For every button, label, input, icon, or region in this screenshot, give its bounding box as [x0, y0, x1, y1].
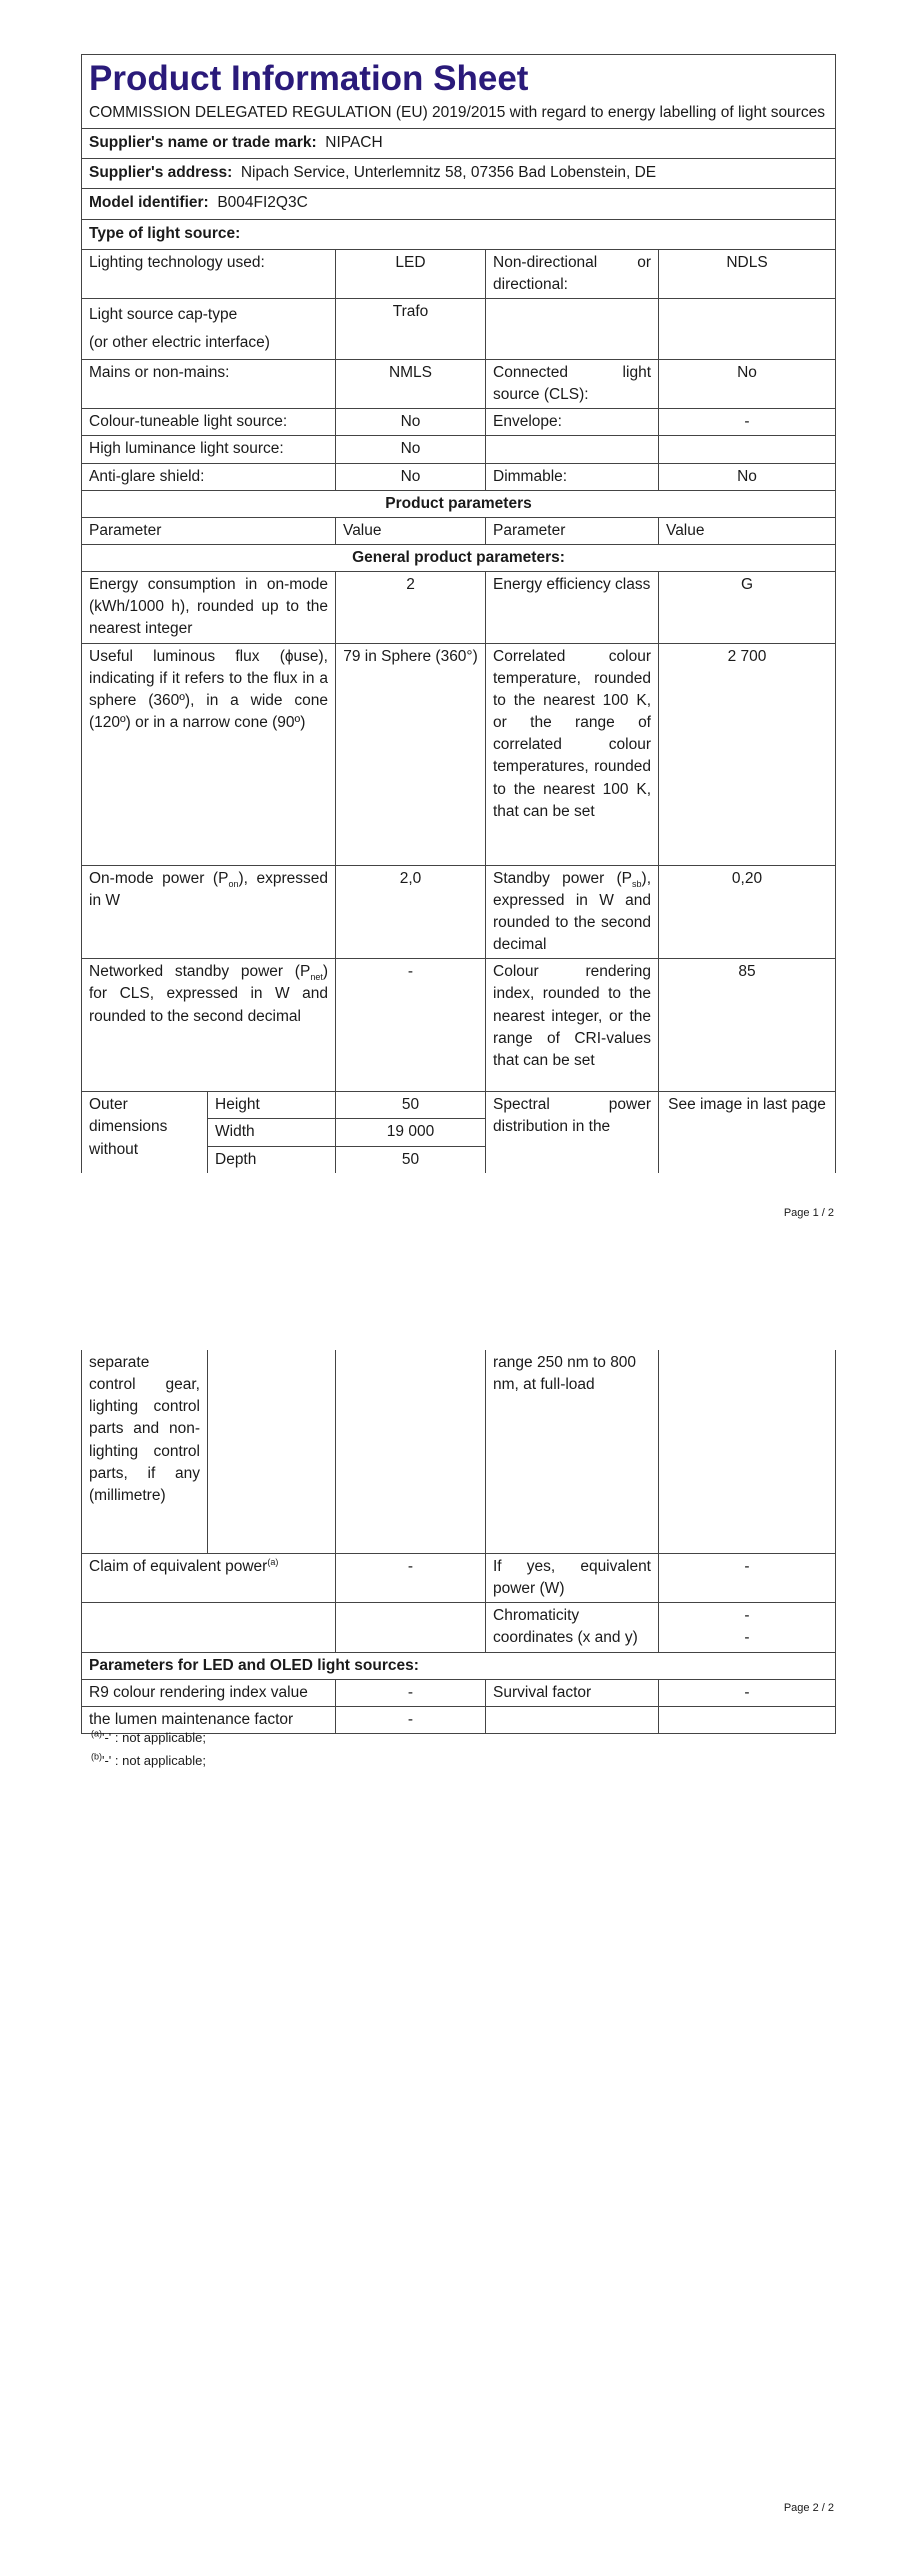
efficiency-class-label: Energy efficiency class: [486, 572, 659, 643]
model-identifier-row: [82, 189, 836, 219]
supplier-address-label: Supplier's address:: [89, 164, 233, 182]
title-row: [82, 55, 836, 129]
lumen-maintenance-value: -: [336, 1706, 486, 1733]
height-value: 50: [336, 1092, 486, 1119]
page-number-1: Page 1 / 2: [783, 1207, 834, 1219]
networked-standby-label: Networked standby power $(P_{net})$ for CLS, expressed in W and rounded to the second decimal: [82, 959, 336, 1092]
cap-type-row: [82, 299, 836, 360]
cap-type-value: Trafo: [336, 299, 486, 360]
envelope-value: -: [659, 409, 836, 436]
height-row: [82, 1092, 836, 1119]
r9-label: R9 colour rendering index value: [82, 1679, 336, 1706]
colour-tuneable-value: No: [336, 409, 486, 436]
directional-value: NDLS: [659, 249, 836, 298]
high-luminance-label: High luminance light source:: [82, 436, 336, 463]
equivalent-power-label: If yes, equivalent power (W): [486, 1554, 659, 1603]
info-table-page-2: [81, 1350, 836, 1734]
depth-value: 50: [336, 1146, 486, 1173]
spd-value: See image in last page: [659, 1092, 836, 1173]
height-label: Height: [208, 1092, 336, 1119]
supplier-name-label: Supplier's name or trade mark:: [89, 134, 317, 152]
equivalent-power-value: -: [659, 1554, 836, 1603]
efficiency-class-value: G: [659, 572, 836, 643]
anti-glare-label: Anti-glare shield:: [82, 463, 336, 490]
colour-tuneable-label: Colour-tuneable light source:: [82, 409, 336, 436]
r9-value: -: [336, 1679, 486, 1706]
cap-type-sublabel: (or other electric interface): [89, 333, 270, 351]
info-table-page-1: [81, 54, 836, 1173]
energy-consumption-value: 2: [336, 572, 486, 643]
equivalent-power-row: [82, 1554, 836, 1603]
luminous-flux-row: [82, 643, 836, 865]
networked-standby-value: -: [336, 959, 486, 1092]
high-luminance-value: No: [336, 436, 486, 463]
standby-power-value: 0,20: [659, 865, 836, 959]
column-header-value: Value: [336, 517, 486, 544]
spd-label-part-1: Spectral power distribution in the: [486, 1092, 659, 1173]
lighting-technology-label: Lighting technology used:: [82, 249, 336, 298]
general-parameters-heading: General product parameters:: [82, 544, 836, 571]
depth-label: Depth: [208, 1146, 336, 1173]
led-parameters-heading-row: [82, 1652, 836, 1679]
equivalent-power-claim-label: Claim of equivalent power$^{(a)}$: [82, 1554, 336, 1603]
cap-type-label: Light source cap-type: [89, 306, 238, 324]
cct-value: 2 700: [659, 643, 836, 865]
outer-dimensions-label-part-2: separate control gear, lighting control parts and non-lighting control parts, if any (millimetre): [82, 1350, 208, 1554]
anti-glare-value: No: [336, 463, 486, 490]
spd-label-part-2: range 250 nm to 800 nm, at full-load: [486, 1350, 659, 1554]
anti-glare-row: [82, 463, 836, 490]
model-identifier-label: Model identifier:: [89, 194, 209, 212]
page-title: Product Information Sheet: [89, 59, 529, 98]
footnote-a: $^{(a)}$'-' : not applicable;: [91, 1728, 206, 1745]
on-mode-power-row: [82, 865, 836, 959]
networked-standby-row: [82, 959, 836, 1092]
on-mode-power-value: 2,0: [336, 865, 486, 959]
lighting-technology-value: LED: [336, 249, 486, 298]
dimmable-label: Dimmable:: [486, 463, 659, 490]
supplier-address-value: Nipach Service, Unterlemnitz 58, 07356 Bad Lobenstein, DE: [240, 164, 657, 182]
chromaticity-label: Chromaticity coordinates (x and y): [486, 1603, 659, 1652]
width-value: 19 000: [336, 1119, 486, 1146]
outer-dimensions-continued-row: [82, 1350, 836, 1554]
supplier-name-row: [82, 129, 836, 159]
product-parameters-heading-row: [82, 490, 836, 517]
type-heading: Type of light source:: [82, 219, 836, 249]
energy-consumption-row: [82, 572, 836, 643]
luminous-flux-label: Useful luminous flux (ϕuse), indicating if it refers to the flux in a sphere (360º), in a wide cone (120º) or in a narrow cone (90º): [82, 643, 336, 865]
cls-label: Connected light source (CLS):: [486, 359, 659, 408]
page-1: [0, 0, 905, 1225]
survival-factor-value: -: [659, 1679, 836, 1706]
high-luminance-row: [82, 436, 836, 463]
column-headers-row: [82, 517, 836, 544]
chromaticity-x-value: -: [744, 1607, 750, 1625]
column-header-value-2: Value: [659, 517, 836, 544]
colour-tuneable-row: [82, 409, 836, 436]
survival-factor-label: Survival factor: [486, 1679, 659, 1706]
luminous-flux-value: 79 in Sphere (360°): [336, 643, 486, 865]
chromaticity-row: [82, 1603, 836, 1652]
type-heading-row: [82, 219, 836, 249]
energy-consumption-label: Energy consumption in on-mode (kWh/1000 h), rounded up to the nearest integer: [82, 572, 336, 643]
outer-dimensions-label-part-1: Outer dimensions without: [82, 1092, 208, 1173]
chromaticity-y-value: -: [744, 1629, 750, 1647]
dimmable-value: No: [659, 463, 836, 490]
supplier-address-row: [82, 159, 836, 189]
general-parameters-heading-row: [82, 544, 836, 571]
led-parameters-heading: Parameters for LED and OLED light sources:: [82, 1652, 836, 1679]
product-parameters-heading: Product parameters: [82, 490, 836, 517]
directional-label: Non-directional or directional:: [486, 249, 659, 298]
model-identifier-value: B004FI2Q3C: [217, 194, 308, 212]
cls-value: No: [659, 359, 836, 408]
mains-label: Mains or non-mains:: [82, 359, 336, 408]
cri-value: 85: [659, 959, 836, 1092]
page-2: [0, 1225, 905, 2560]
footnote-b: $^{(b)}$'-' : not applicable;: [91, 1751, 206, 1768]
lighting-technology-row: [82, 249, 836, 298]
column-header-parameter: Parameter: [82, 517, 336, 544]
standby-power-label: Standby power $(P_{sb})$, expressed in W and rounded to the second decimal: [486, 865, 659, 959]
r9-row: [82, 1679, 836, 1706]
on-mode-power-label: On-mode power $(P_{on})$, expressed in W: [82, 865, 336, 959]
cct-label: Correlated colour temperature, rounded to the nearest 100 K, or the range of correlated colour temperatures, rounded to the nearest 100 K, that can be set: [486, 643, 659, 865]
width-label: Width: [208, 1119, 336, 1146]
supplier-name-value: NIPACH: [325, 134, 383, 152]
mains-row: [82, 359, 836, 408]
column-header-parameter-2: Parameter: [486, 517, 659, 544]
mains-value: NMLS: [336, 359, 486, 408]
page-number-2: Page 2 / 2: [783, 2502, 834, 2514]
envelope-label: Envelope:: [486, 409, 659, 436]
cri-label: Colour rendering index, rounded to the nearest integer, or the range of CRI-values that can be set: [486, 959, 659, 1092]
equivalent-power-claim-value: -: [336, 1554, 486, 1603]
regulation-text: COMMISSION DELEGATED REGULATION (EU) 2019/2015 with regard to energy labelling of light sources: [89, 104, 825, 121]
lumen-maintenance-label: the lumen maintenance factor: [82, 1706, 336, 1733]
